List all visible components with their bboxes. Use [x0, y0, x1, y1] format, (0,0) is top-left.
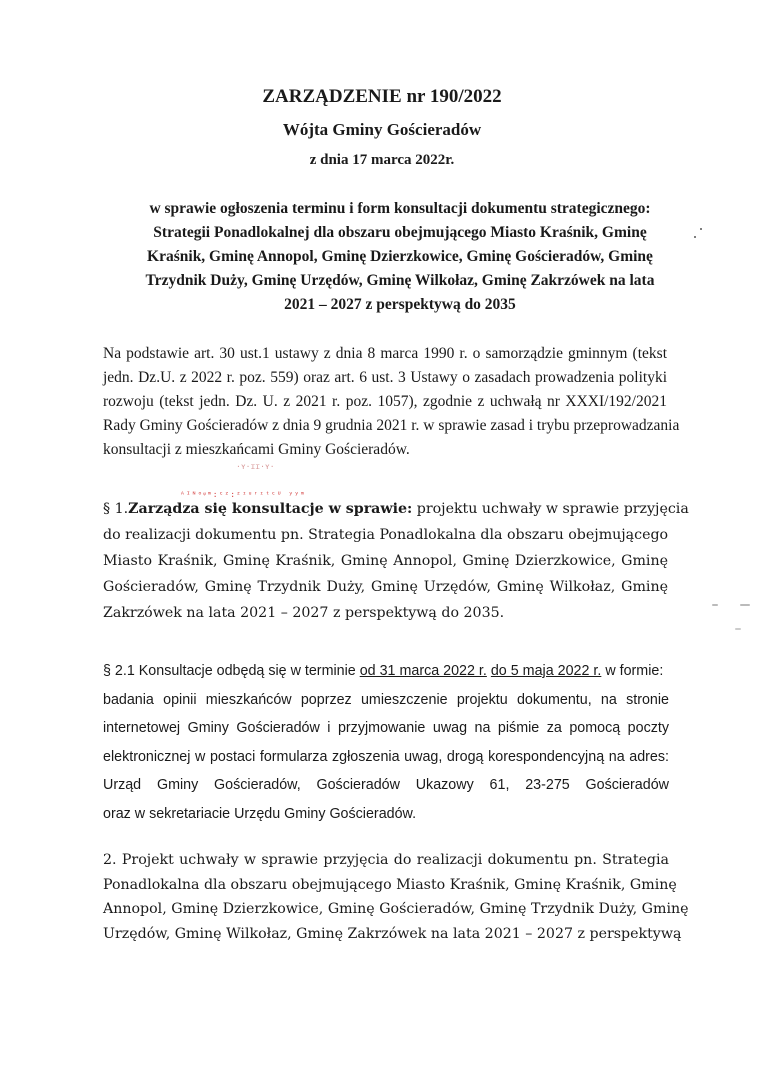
scan-speck	[740, 604, 750, 606]
date-to: do 5 maja 2022 r.	[490, 663, 602, 679]
scan-speck	[735, 628, 741, 630]
text-line	[103, 657, 669, 686]
scan-speck	[700, 228, 702, 230]
section-1-number: § 1.	[103, 501, 129, 517]
text-line: badania opinii mieszkańców poprzez umieszczenie projektu dokumentu, na stronie	[103, 691, 669, 708]
document-date: z dnia 17 marca 2022r.	[309, 152, 455, 168]
text-line: internetowej Gminy Gościeradów i przyjmowanie uwag na piśmie za pomocą poczty	[103, 720, 669, 736]
text-line: konsultacji z mieszkańcami Gminy Gościeradów.	[103, 441, 410, 458]
subject-line: w sprawie ogłoszenia terminu i form konsultacji dokumentu strategicznego:	[149, 200, 651, 217]
text-line: Ponadlokalna dla obszaru obejmującego Miasto Kraśnik, Gminę Kraśnik, Gminę	[103, 876, 677, 893]
text-line: Rady Gminy Gościeradów z dnia 9 grudnia 2021 r. w sprawie zasad i trybu przeprowadzania	[103, 417, 680, 434]
subject-line: Kraśnik, Gminę Annopol, Gminę Dzierzkowice, Gminę Gościeradów, Gminę	[147, 248, 653, 265]
text-line: Na podstawie art. 30 ust.1 ustawy z dnia 8 marca 1990 r. o samorządzie gminnym (tekst	[103, 345, 667, 362]
red-stamp-mark: ᴬᴵᴺᵒᵠᵐ:ᶜᶻ:ᶻᶦᵘʳᶦᵗᶜᵁ ʸʸᵐ	[180, 490, 306, 499]
section-1-lead: Zarządza się konsultacje w sprawie:	[128, 501, 413, 517]
subject-line: 2021 – 2027 z perspektywą do 2035	[284, 296, 516, 313]
section-2-point-2-paragraph	[103, 848, 689, 946]
subject-line: Strategii Ponadlokalnej dla obszaru obejmującego Miasto Kraśnik, Gminę	[153, 224, 647, 241]
date-from: od 31 marca 2022 r.	[359, 663, 487, 679]
text-line: Zakrzówek na lata 2021 – 2027 z perspektywą do 2035.	[103, 605, 505, 621]
scan-speck	[694, 236, 696, 238]
document-issuer: Wójta Gminy Gościeradów	[282, 120, 482, 139]
scan-speck	[712, 604, 718, 606]
text-line: Miasto Kraśnik, Gminę Kraśnik, Gminę Annopol, Gminę Dzierzkowice, Gminę	[103, 553, 668, 569]
text-line	[103, 496, 689, 522]
subject-block	[100, 197, 700, 317]
text-line: Gościeradów, Gminę Trzydnik Duży, Gminę Urzędów, Gminę Wilkołaz, Gminę	[103, 579, 668, 595]
text-line: Urząd Gminy Gościeradów, Gościeradów Ukazowy 61, 23-275 Gościeradów	[103, 777, 669, 793]
text-line: 2. Projekt uchwały w sprawie przyjęcia do realizacji dokumentu pn. Strategia	[103, 852, 669, 868]
text-line: elektronicznej w postaci formularza zgłoszenia uwag, drogą korespondencyjną na adres:	[103, 748, 669, 765]
section-1-rest: projektu uchwały w sprawie przyjęcia	[412, 501, 689, 517]
section-2-paragraph	[103, 657, 669, 828]
section-2-form: w formie:	[601, 663, 664, 679]
text-line: rozwoju (tekst jedn. Dz. U. z 2021 r. poz. 1057), zgodnie z uchwałą nr XXXI/192/2021	[103, 393, 667, 410]
document-title: ZARZĄDZENIE nr 190/2022	[262, 86, 502, 107]
faint-stamp-mark: ·ʏ·ɪɪ·ʏ·	[236, 462, 275, 471]
legal-basis-paragraph	[103, 342, 680, 462]
text-line: jedn. Dz.U. z 2022 r. poz. 559) oraz art. 6 ust. 3 Ustawy o zasadach prowadzenia polityki	[103, 369, 667, 386]
text-line: Urzędów, Gminę Wilkołaz, Gminę Zakrzówek na lata 2021 – 2027 z perspektywą	[103, 925, 682, 942]
section-2-intro: § 2.1 Konsultacje odbędą się w terminie	[103, 663, 360, 679]
subject-line: Trzydnik Duży, Gminę Urzędów, Gminę Wilkołaz, Gminę Zakrzówek na lata	[145, 272, 655, 289]
text-line: Annopol, Gminę Dzierzkowice, Gminę Gościeradów, Gminę Trzydnik Duży, Gminę	[103, 901, 689, 917]
text-line: do realizacji dokumentu pn. Strategia Ponadlokalna dla obszaru obejmującego	[103, 527, 669, 543]
section-1-paragraph	[103, 496, 689, 626]
text-line: oraz w sekretariacie Urzędu Gminy Gościeradów.	[103, 805, 417, 822]
